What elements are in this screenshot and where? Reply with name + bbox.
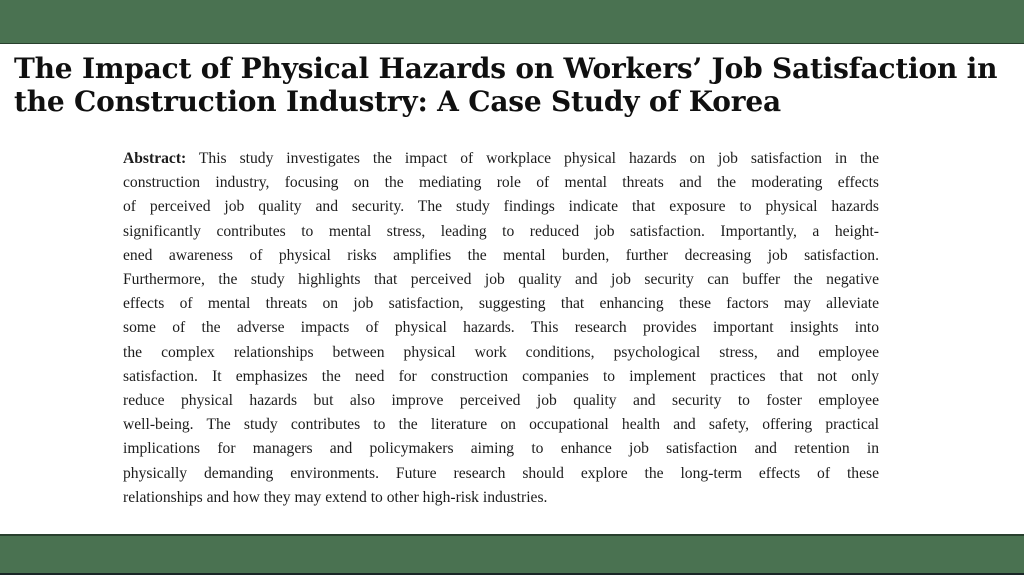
abstract-line: significantly contributes to mental stress, leading to reduced job satisfaction. Importantly, a height- (123, 222, 879, 240)
abstract-line-text: This study investigates the impact of workplace physical hazards on job satisfaction in the (198, 150, 879, 167)
paper-title (14, 52, 997, 118)
abstract-label: Abstract: (123, 150, 187, 167)
abstract-line: physically demanding environments. Future research should explore the long-term effects of these (123, 464, 879, 482)
abstract-line: implications for managers and policymakers aiming to enhance job satisfaction and retention in (123, 440, 879, 458)
abstract-line: effects of mental threats on job satisfaction, suggesting that enhancing these factors may alleviate (123, 295, 879, 313)
top-banner (0, 0, 1024, 44)
paper-title-line-2: the Construction Industry: A Case Study of Korea (14, 85, 781, 118)
paper-title-line-1: The Impact of Physical Hazards on Workers’ Job Satisfaction in (14, 52, 998, 85)
abstract-line: construction industry, focusing on the mediating role of mental threats and the moderating effects (123, 174, 879, 192)
abstract-line: Furthermore, the study highlights that perceived job quality and job security can buffer the negative (123, 271, 879, 289)
abstract-line: relationships and how they may extend to other high-risk industries. (123, 488, 548, 506)
abstract-line: some of the adverse impacts of physical hazards. This research provides important insights into (123, 319, 879, 337)
abstract-line: reduce physical hazards but also improve perceived job quality and security to foster employee (123, 392, 879, 410)
abstract-line: well-being. The study contributes to the literature on occupational health and safety, offering practical (123, 416, 879, 434)
abstract-line: of perceived job quality and security. The study findings indicate that exposure to physical hazards (123, 198, 879, 216)
abstract-paragraph (123, 147, 879, 510)
bottom-banner (0, 534, 1024, 575)
abstract-line: the complex relationships between physical work conditions, psychological stress, and employee (123, 343, 879, 361)
abstract-line: ened awareness of physical risks amplifies the mental burden, further decreasing job satisfaction. (123, 246, 879, 264)
abstract-line: satisfaction. It emphasizes the need for construction companies to implement practices that not only (123, 367, 879, 385)
abstract-line (123, 147, 879, 171)
